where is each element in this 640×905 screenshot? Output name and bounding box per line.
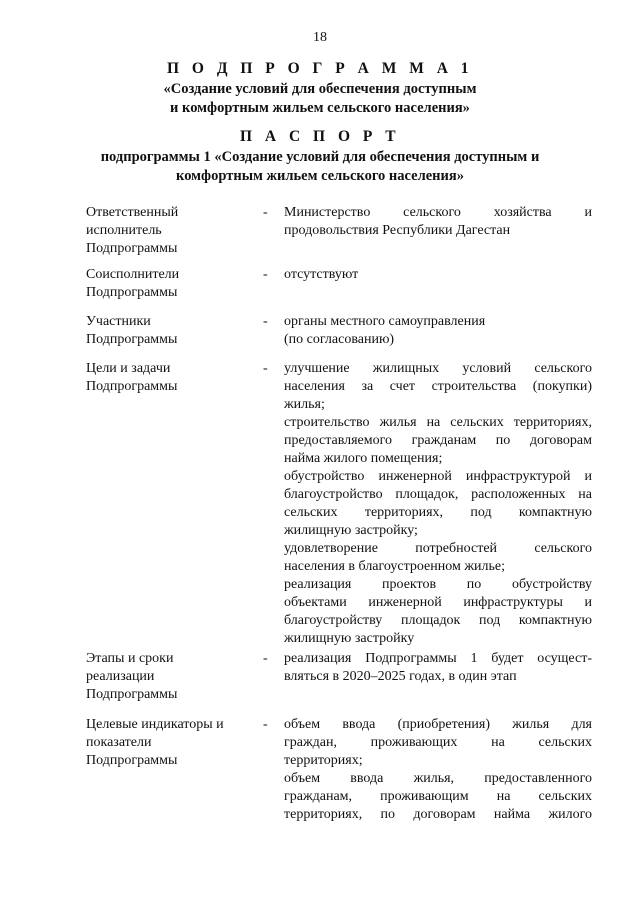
value-line: продовольствия Республики Дагестан — [284, 223, 511, 238]
row-dash: - — [263, 651, 268, 666]
label-line: Подпрограммы — [86, 687, 178, 702]
row-value — [284, 716, 592, 824]
page-number: 18 — [313, 30, 327, 45]
value-line: Министерство сельского хозяйства и — [284, 205, 592, 220]
row-dash: - — [263, 267, 268, 282]
value-line: реализация Подпрограммы 1 будет осущест- — [284, 651, 592, 666]
row-label — [86, 360, 246, 396]
label-line: исполнитель — [86, 223, 162, 238]
label-line: Подпрограммы — [86, 285, 178, 300]
row-dash: - — [263, 361, 268, 376]
label-line: Этапы и сроки — [86, 651, 174, 666]
value-line: строительство жилья на сельских территориях, — [284, 415, 592, 430]
row-dash: - — [263, 205, 268, 220]
row-dash: - — [263, 314, 268, 329]
label-line: показатели — [86, 735, 152, 750]
value-line: благоустройству площадок под компактную — [284, 613, 592, 628]
value-line: удовлетворение потребностей сельского — [284, 541, 592, 556]
row-label — [86, 204, 246, 258]
label-line: Подпрограммы — [86, 753, 178, 768]
value-line: вляться в 2020–2025 годах, в один этап — [284, 669, 517, 684]
row-value — [284, 313, 592, 349]
value-line: граждан, проживающих на сельских — [284, 735, 592, 750]
value-line: территориях; — [284, 753, 363, 768]
value-line: обустройство инженерной инфраструктурой и — [284, 469, 592, 484]
row-value — [284, 360, 592, 648]
label-line: Цели и задачи — [86, 361, 171, 376]
passport-sub-line2: комфортным жильем сельского населения» — [176, 168, 464, 184]
passport-title: П А С П О Р Т — [239, 128, 401, 145]
row-value — [284, 266, 592, 284]
value-line: реализация проектов по обустройству — [284, 577, 592, 592]
value-line: населения в благоустроенном жилье; — [284, 559, 505, 574]
value-line: сельских территориях, под компактную — [284, 505, 592, 520]
value-line: предоставляемого гражданам по договорам — [284, 433, 592, 448]
label-line: Соисполнители — [86, 267, 180, 282]
value-line: жилья; — [284, 397, 325, 412]
value-line: территориях, по договорам найма жилого — [284, 807, 592, 822]
row-value — [284, 204, 592, 240]
value-line: отсутствуют — [284, 267, 359, 282]
passport-sub-line1: подпрограммы 1 «Создание условий для обеспечения доступным и — [100, 149, 540, 165]
subprogram-name-line1: «Создание условий для обеспечения доступным — [163, 81, 477, 97]
label-line: Участники — [86, 314, 151, 329]
subprogram-name-line2: и комфортным жильем сельского населения» — [170, 100, 470, 116]
value-line: (по согласованию) — [284, 332, 395, 347]
value-line: органы местного самоуправления — [284, 314, 486, 329]
row-label — [86, 650, 246, 704]
label-line: Целевые индикаторы и — [86, 717, 224, 732]
row-value — [284, 650, 592, 686]
label-line: Подпрограммы — [86, 332, 178, 347]
row-label — [86, 716, 246, 770]
value-line: гражданам, проживающим на сельских — [284, 789, 592, 804]
label-line: Ответственный — [86, 205, 179, 220]
label-line: реализации — [86, 669, 155, 684]
value-line: улучшение жилищных условий сельского — [284, 361, 592, 376]
value-line: жилищную застройку — [284, 631, 415, 646]
row-dash: - — [263, 717, 268, 732]
value-line: найма жилого помещения; — [284, 451, 443, 466]
row-label — [86, 266, 246, 302]
row-label — [86, 313, 246, 349]
value-line: населения за счет строительства (покупки) — [284, 379, 592, 394]
value-line: жилищную застройку; — [284, 523, 418, 538]
label-line: Подпрограммы — [86, 241, 178, 256]
value-line: благоустройство площадок, расположенных на — [284, 487, 592, 502]
subprogram-title: П О Д П Р О Г Р А М М А 1 — [166, 60, 474, 77]
value-line: объектами инженерной инфраструктуры и — [284, 595, 592, 610]
value-line: объем ввода жилья, предоставленного — [284, 771, 592, 786]
value-line: объем ввода (приобретения) жилья для — [284, 717, 592, 732]
label-line: Подпрограммы — [86, 379, 178, 394]
